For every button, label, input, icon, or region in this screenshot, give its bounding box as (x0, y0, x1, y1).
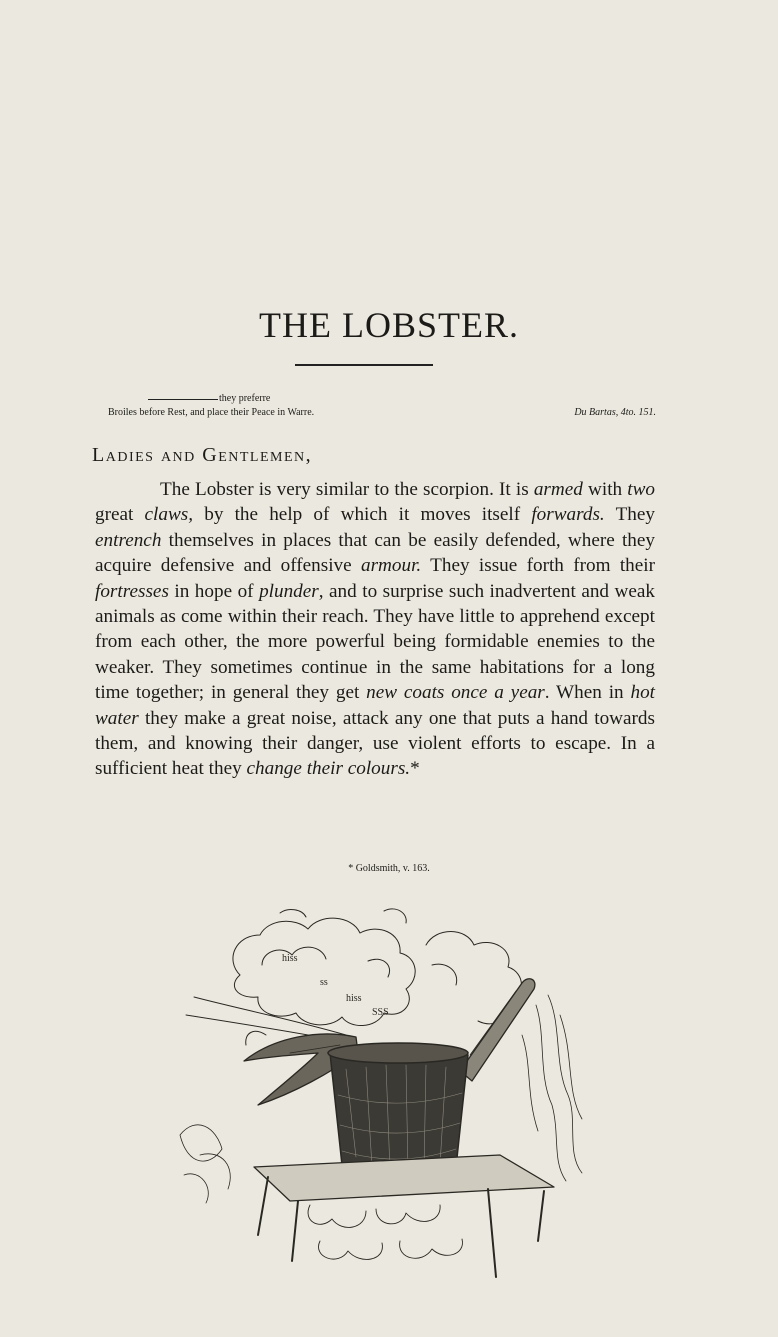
epigraph-text-2: Broiles before Rest, and place their Peace in Warre. (108, 407, 315, 418)
lobster-antenna (194, 997, 346, 1035)
salutation: Ladies and Gentlemen, (92, 444, 313, 466)
body-text: great (95, 504, 145, 526)
stool-leg (292, 1201, 298, 1261)
emphasis: change their colours. (246, 758, 411, 780)
fork-handle (460, 979, 535, 1081)
body-paragraph (95, 477, 655, 782)
right-foliage (522, 995, 582, 1181)
emphasis: fortresses (95, 580, 169, 602)
body-text: The Lobster is very similar to the scorpion. It is (160, 479, 534, 500)
epigraph-dash (148, 399, 218, 400)
epigraph-line-1 (108, 392, 656, 406)
body-text: They (604, 504, 655, 526)
emphasis: claws, (144, 504, 194, 526)
footnote-marker: * (410, 758, 420, 780)
emphasis: two (627, 479, 655, 500)
title-rule (295, 364, 433, 366)
footnote: * Goldsmith, v. 163. (348, 863, 430, 874)
steam-word: SSS (372, 1007, 389, 1018)
body-text: themselves in places that can be easily defended, where they acquire defensive and offensive (95, 529, 655, 577)
emphasis: armed (533, 479, 583, 500)
steam-word: ss (320, 977, 328, 988)
stool-leg (488, 1189, 496, 1277)
stool-leg (538, 1191, 544, 1241)
body-text: they make a great noise, attack any one that puts a hand towards them, and knowing their danger, use violent efforts to escape. In a sufficient heat they (95, 707, 655, 780)
body-text: by the help of which it moves itself (193, 504, 532, 526)
steam-word: hiss (282, 953, 298, 964)
pot-rim (328, 1043, 468, 1063)
steam-cloud (233, 909, 522, 1045)
page-title: THE LOBSTER. (259, 305, 519, 345)
body-text: They issue forth from their (421, 555, 655, 577)
stool-top (254, 1155, 554, 1201)
emphasis: forwards. (531, 504, 605, 526)
left-foliage (180, 1125, 230, 1203)
body-text: , and to surprise such inadvertent and weak animals as come within their reach. They have little to apprehend except from each other, the more powerful being formidable enemies to the weaker. They sometimes continue in the same habitations for a long time together; in general they get (95, 580, 655, 704)
steam-word: hiss (346, 993, 362, 1004)
emphasis: plunder (259, 580, 319, 602)
body-text: in hope of (168, 580, 260, 602)
fire-smoke (308, 1205, 462, 1259)
epigraph-source: Du Bartas, 4to. 151. (574, 407, 656, 418)
epigraph-text-1: they preferre (219, 393, 271, 404)
emphasis: armour. (360, 555, 422, 577)
epigraph (108, 392, 656, 420)
lobster-pot-illustration (170, 905, 600, 1285)
emphasis: hot water (95, 682, 655, 729)
body-text: . When in (544, 682, 631, 704)
epigraph-line-2 (108, 406, 656, 420)
body-text: with (582, 479, 628, 500)
emphasis: entrench (95, 529, 162, 551)
emphasis: new coats once a year (366, 682, 545, 704)
stool-leg (258, 1177, 268, 1235)
